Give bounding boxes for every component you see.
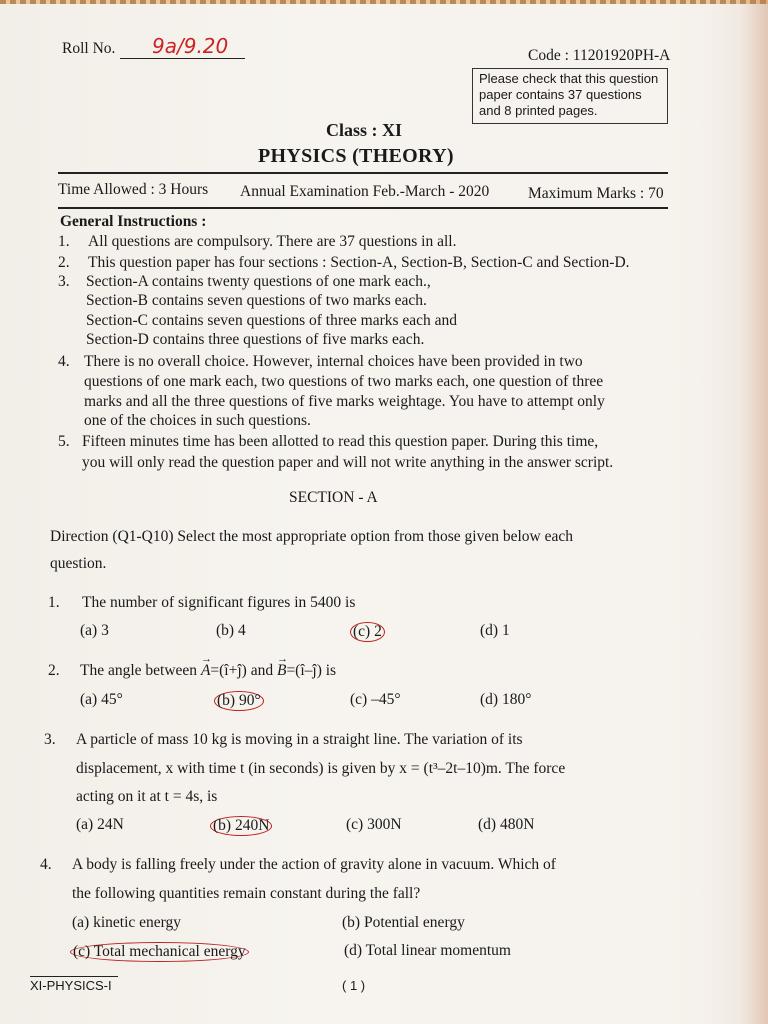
question-text: A particle of mass 10 kg is moving in a straight line. The variation of its bbox=[76, 731, 523, 748]
instructions-title: General Instructions : bbox=[60, 213, 207, 230]
footer-rule bbox=[30, 976, 118, 977]
header-rule-top bbox=[58, 172, 668, 174]
instruction-line: All questions are compulsory. There are 37 questions in all. bbox=[88, 233, 457, 250]
instruction-line: There is no overall choice. However, internal choices have been provided in two bbox=[84, 353, 583, 370]
question-text: the following quantities remain constant during the fall? bbox=[72, 885, 421, 902]
question-text-part: The angle between bbox=[80, 662, 201, 679]
instruction-line: Section-C contains seven questions of three marks each and bbox=[86, 312, 458, 329]
page-check-text: Please check that this question paper contains 37 questions and 8 printed pages. bbox=[479, 71, 659, 118]
roll-no-handwritten: 9a/9.20 bbox=[152, 34, 229, 58]
page-top-edge bbox=[0, 0, 768, 4]
section-heading: SECTION - A bbox=[289, 489, 378, 506]
option-c bbox=[350, 622, 385, 642]
maximum-marks: Maximum Marks : 70 bbox=[528, 185, 664, 202]
instruction-line: one of the choices in such questions. bbox=[84, 412, 311, 429]
instruction-number: 1. bbox=[58, 233, 70, 250]
question-number: 3. bbox=[44, 731, 56, 748]
paper-code: Code : 11201920PH-A bbox=[528, 47, 671, 64]
header-rule-bottom bbox=[58, 207, 668, 209]
time-allowed: Time Allowed : 3 Hours bbox=[58, 181, 209, 198]
exam-name: Annual Examination Feb.-March - 2020 bbox=[240, 183, 490, 200]
option-d: (d) 180° bbox=[480, 691, 532, 708]
answer-mark: (c) 2 bbox=[350, 622, 385, 642]
option-c bbox=[70, 942, 249, 962]
question-number: 1. bbox=[48, 594, 60, 611]
instruction-line: Section-B contains seven questions of two marks each. bbox=[86, 292, 427, 309]
vector-a: A bbox=[200, 662, 211, 679]
instruction-line: you will only read the question paper and will not write anything in the answer script. bbox=[82, 454, 614, 471]
page-check-notice bbox=[472, 68, 668, 124]
option-c: (c) –45° bbox=[350, 691, 401, 708]
question-text: The angle between → A=(î+ĵ) and → B=(î–ĵ) is bbox=[80, 653, 337, 679]
instruction-number: 3. bbox=[58, 273, 70, 290]
question-number: 4. bbox=[40, 856, 52, 873]
direction-line: question. bbox=[50, 555, 107, 572]
instruction-number: 2. bbox=[58, 254, 70, 271]
option-b bbox=[210, 816, 272, 836]
question-text: A body is falling freely under the action of gravity alone in vacuum. Which of bbox=[72, 856, 556, 873]
option-b: (b) Potential energy bbox=[342, 914, 465, 931]
question-text-part: and bbox=[246, 662, 277, 679]
class-heading: Class : XI bbox=[326, 120, 403, 140]
option-b bbox=[214, 691, 264, 711]
instruction-number: 5. bbox=[58, 433, 70, 450]
question-text: The number of significant figures in 5400 is bbox=[82, 594, 356, 611]
instruction-number: 4. bbox=[58, 353, 70, 370]
vector-b: B bbox=[276, 662, 287, 679]
option-a: (a) 24N bbox=[76, 816, 124, 833]
option-d: (d) Total linear momentum bbox=[344, 942, 511, 959]
vector-a-expression: =(î+ĵ) bbox=[210, 662, 247, 679]
roll-no-label: Roll No. bbox=[62, 40, 116, 57]
page-right-edge bbox=[698, 0, 768, 1024]
footer-paper-id: XI-PHYSICS-I bbox=[30, 978, 112, 993]
option-d: (d) 480N bbox=[478, 816, 535, 833]
instruction-line: marks and all the three questions of five marks weightage. You have to attempt only bbox=[84, 393, 605, 410]
vector-b-expression: =(î–ĵ) bbox=[286, 662, 322, 679]
answer-mark: (c) Total mechanical energy bbox=[70, 942, 249, 962]
subject-heading: PHYSICS (THEORY) bbox=[258, 145, 454, 167]
roll-no-underline bbox=[120, 58, 245, 59]
instruction-line: questions of one mark each, two questions of two marks each, one question of three bbox=[84, 373, 604, 390]
answer-mark: (b) 240N bbox=[210, 816, 272, 836]
question-text: displacement, x with time t (in seconds) is given by x = (t³–2t–10)m. The force bbox=[76, 760, 566, 777]
option-d: (d) 1 bbox=[480, 622, 510, 639]
option-c: (c) 300N bbox=[346, 816, 402, 833]
instruction-line: Section-A contains twenty questions of one mark each., bbox=[86, 273, 431, 290]
instruction-line: This question paper has four sections : Section-A, Section-B, Section-C and Section-D. bbox=[88, 254, 630, 271]
instruction-line: Fifteen minutes time has been allotted to read this question paper. During this time, bbox=[82, 433, 599, 450]
question-number: 2. bbox=[48, 662, 60, 679]
direction-line: Direction (Q1-Q10) Select the most appropriate option from those given below each bbox=[50, 528, 573, 545]
question-text-part: is bbox=[321, 662, 337, 679]
option-b: (b) 4 bbox=[216, 622, 246, 639]
instruction-line: Section-D contains three questions of five marks each. bbox=[86, 331, 425, 348]
page-number: ( 1 ) bbox=[342, 978, 366, 993]
option-a: (a) 45° bbox=[80, 691, 123, 708]
answer-mark: (b) 90° bbox=[214, 691, 264, 711]
question-text: acting on it at t = 4s, is bbox=[76, 788, 218, 805]
option-a: (a) 3 bbox=[80, 622, 109, 639]
option-a: (a) kinetic energy bbox=[72, 914, 182, 931]
